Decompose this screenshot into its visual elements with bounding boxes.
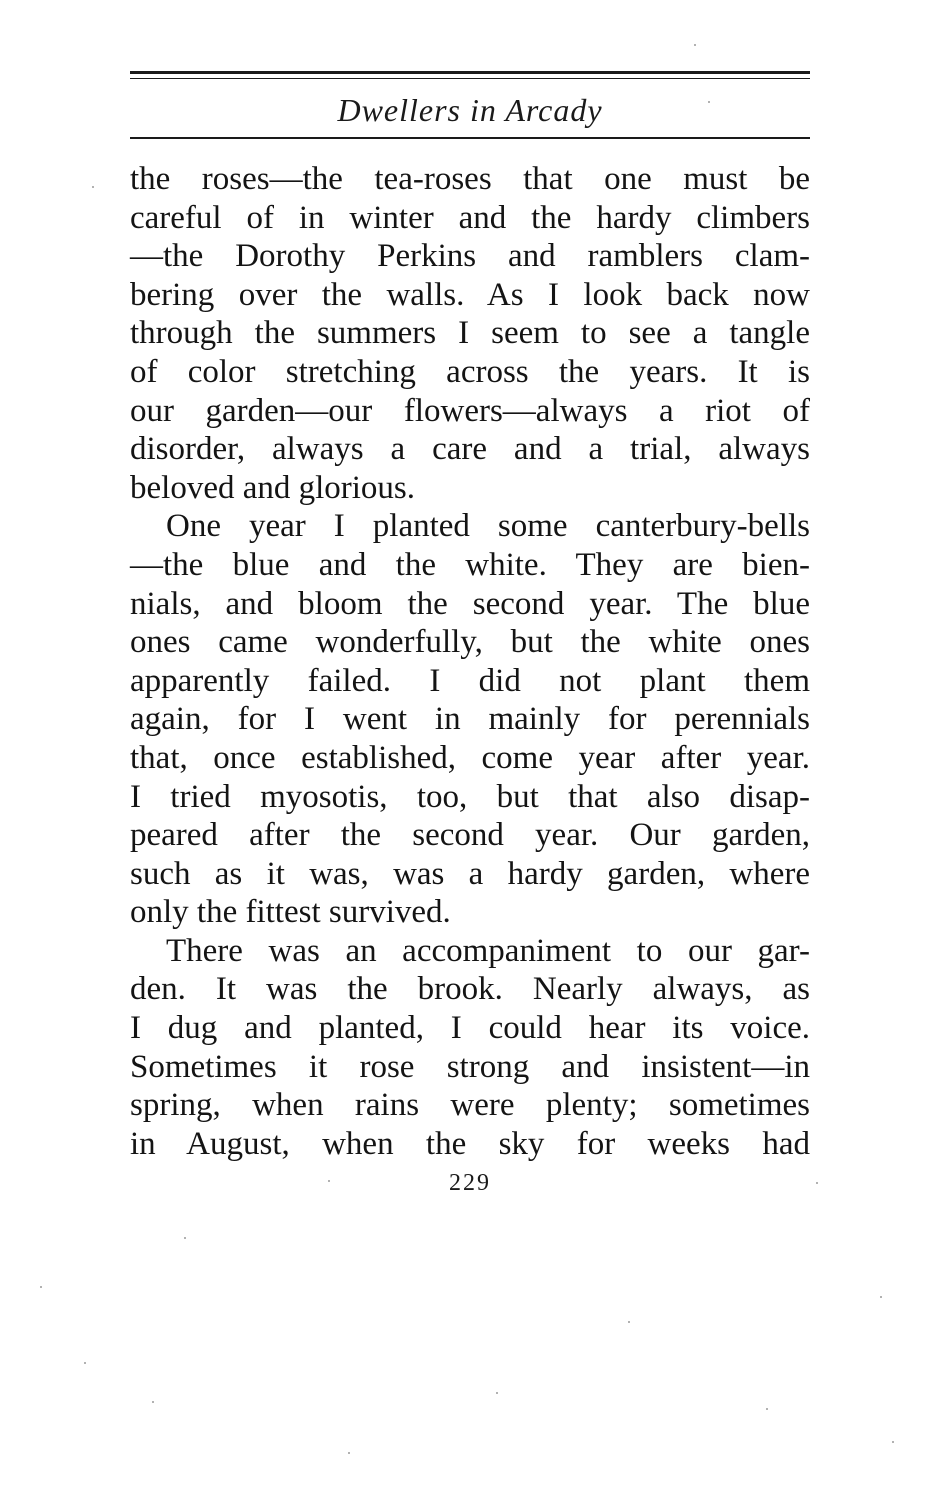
text-line: the roses—the tea-roses that one must be [130,161,810,197]
text-line: One year I planted some canterbury-bells [166,508,810,545]
scan-speck [348,1452,350,1454]
text-line: ones came wonderfully, but the white ones [130,624,810,661]
scan-speck [880,1296,882,1298]
scan-speck [40,1286,42,1288]
text-line: beloved and glorious. [130,469,416,506]
text-line: spring, when rains were plenty; sometimes [130,1087,810,1124]
text-line: bering over the walls. As I look back now [130,276,810,313]
text-line: There was an accompaniment to our gar- [166,932,810,969]
text-line: Sometimes it rose strong and insistent—in [130,1048,810,1085]
text-line: such as it was, was a hardy garden, where [130,855,810,892]
header-rule-thin [130,78,810,79]
text-line: peared after the second year. Our garden, [130,817,810,854]
text-line: careful of in winter and the hardy climbers [130,199,810,236]
text-line: again, for I went in mainly for perennials [130,701,810,738]
scan-speck [816,1182,818,1184]
text-line: nials, and bloom the second year. The blue [130,585,810,622]
text-line: in August, when the sky for weeks had [130,1125,810,1162]
scan-speck [892,1441,894,1443]
scan-speck [708,101,710,103]
book-page [130,0,810,1501]
text-line: our garden—our flowers—always a riot of [130,392,810,429]
body-text [130,160,810,1163]
scan-speck [84,1362,86,1364]
text-line: den. It was the brook. Nearly always, as [130,971,810,1008]
text-line: only the fittest survived. [130,894,451,931]
text-line: disorder, always a care and a trial, always [130,431,810,468]
scan-speck [496,1392,498,1394]
text-line: apparently failed. I did not plant them [130,662,810,699]
text-line: I tried myosotis, too, but that also disap- [130,778,810,815]
text-line: —the Dorothy Perkins and ramblers clam- [130,238,810,275]
scan-speck [184,1237,186,1239]
text-line: through the summers I seem to see a tangle [130,315,810,352]
scan-speck [328,1180,330,1182]
scan-speck [766,1408,768,1410]
scan-speck [694,44,696,46]
running-head-rule [130,137,810,139]
scan-speck [152,1401,154,1403]
text-line: that, once established, come year after year. [130,739,810,776]
scan-speck [92,186,94,188]
text-line: —the blue and the white. They are bien- [130,546,810,583]
scan-speck [628,1321,630,1323]
text-line: of color stretching across the years. It is [130,353,810,390]
page-number: 229 [449,1170,491,1196]
running-head: Dwellers in Arcady [337,92,603,128]
header-rule-thick [130,71,810,74]
text-line: I dug and planted, I could hear its voice. [130,1010,810,1047]
